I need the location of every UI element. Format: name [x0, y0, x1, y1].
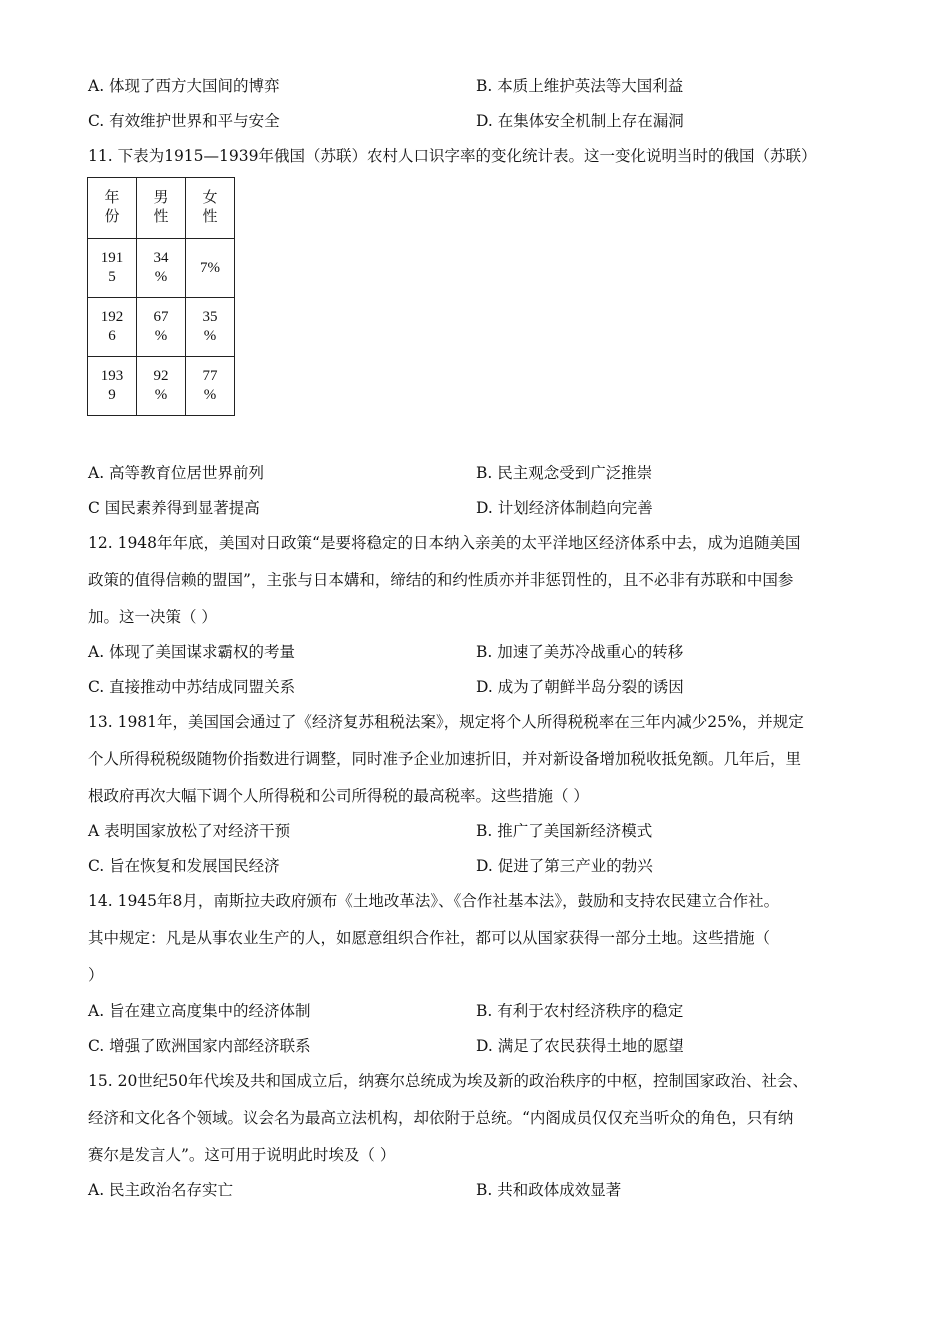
table-header-cell: 女 性 [186, 178, 235, 239]
table-row [88, 239, 235, 298]
table-cell: 34 % [137, 239, 186, 298]
q11-option-b[interactable]: B. 民主观念受到广泛推崇 [476, 464, 653, 482]
table-header-cell: 年 份 [88, 178, 137, 239]
q12-stem-line: 政策的值得信赖的盟国”，主张与日本媾和，缔结的和约性质亦并非惩罚性的，且不必非有苏联和中国参 [88, 571, 794, 589]
q14-stem-line: ） [88, 966, 104, 984]
q11-option-d[interactable]: D. 计划经济体制趋向完善 [476, 499, 653, 517]
table-cell: 193 9 [88, 357, 137, 416]
table-cell: 7% [186, 239, 235, 298]
table-cell: 192 6 [88, 298, 137, 357]
table-cell: 67 % [137, 298, 186, 357]
literacy-table [87, 177, 235, 416]
q14-option-c[interactable]: C. 增强了欧洲国家内部经济联系 [88, 1037, 311, 1055]
table-cell: 35 % [186, 298, 235, 357]
table-row [88, 357, 235, 416]
q12-option-a[interactable]: A. 体现了美国谋求霸权的考量 [88, 643, 296, 661]
q11-option-a[interactable]: A. 高等教育位居世界前列 [88, 464, 265, 482]
q13-stem-line: 13. 1981年，美国国会通过了《经济复苏租税法案》，规定将个人所得税税率在三年内减少25%，并规定 [88, 713, 804, 731]
q10-option-a[interactable]: A. 体现了西方大国间的博弈 [88, 77, 280, 95]
q13-option-c[interactable]: C. 旨在恢复和发展国民经济 [88, 857, 280, 875]
q15-stem-line: 经济和文化各个领域。议会名为最高立法机构，却依附于总统。“内阁成员仅仅充当听众的角色，只有纳 [88, 1109, 794, 1127]
q12-option-b[interactable]: B. 加速了美苏冷战重心的转移 [476, 643, 684, 661]
q12-option-d[interactable]: D. 成为了朝鲜半岛分裂的诱因 [476, 678, 684, 696]
q10-option-c[interactable]: C. 有效维护世界和平与安全 [88, 112, 280, 130]
q13-option-d[interactable]: D. 促进了第三产业的勃兴 [476, 857, 653, 875]
q13-option-b[interactable]: B. 推广了美国新经济模式 [476, 822, 653, 840]
table-cell: 77 % [186, 357, 235, 416]
q15-option-a[interactable]: A. 民主政治名存实亡 [88, 1181, 234, 1199]
q14-option-b[interactable]: B. 有利于农村经济秩序的稳定 [476, 1002, 684, 1020]
q15-option-b[interactable]: B. 共和政体成效显著 [476, 1181, 622, 1199]
table-cell: 92 % [137, 357, 186, 416]
table-header-cell: 男 性 [137, 178, 186, 239]
q14-stem-line: 14. 1945年8月，南斯拉夫政府颁布《土地改革法》、《合作社基本法》，鼓励和支持农民建立合作社。 [88, 892, 780, 910]
q12-stem-line: 12. 1948年年底，美国对日政策“是要将稳定的日本纳入亲美的太平洋地区经济体系中去，成为追随美国 [88, 534, 801, 552]
q13-option-a[interactable]: A 表明国家放松了对经济干预 [88, 822, 291, 840]
q14-stem-line: 其中规定：凡是从事农业生产的人，如愿意组织合作社，都可以从国家获得一部分土地。这些措施（ [88, 929, 771, 947]
q11-option-c[interactable]: C 国民素养得到显著提高 [88, 499, 260, 517]
table-header-row [88, 178, 235, 239]
q10-option-d[interactable]: D. 在集体安全机制上存在漏洞 [476, 112, 684, 130]
q10-option-b[interactable]: B. 本质上维护英法等大国利益 [476, 77, 684, 95]
q14-option-a[interactable]: A. 旨在建立高度集中的经济体制 [88, 1002, 311, 1020]
q13-stem-line: 根政府再次大幅下调个人所得税和公司所得税的最高税率。这些措施（ ） [88, 787, 589, 805]
q13-stem-line: 个人所得税税级随物价指数进行调整，同时准予企业加速折旧，并对新设备增加税收抵免额。几年后，里 [88, 750, 802, 768]
table-cell: 191 5 [88, 239, 137, 298]
table-row [88, 298, 235, 357]
q12-option-c[interactable]: C. 直接推动中苏结成同盟关系 [88, 678, 296, 696]
q15-stem-line: 赛尔是发言人”。这可用于说明此时埃及（ ） [88, 1146, 396, 1164]
q15-stem-line: 15. 20世纪50年代埃及共和国成立后，纳赛尔总统成为埃及新的政治秩序的中枢，控制国家政治、社会、 [88, 1072, 809, 1090]
q12-stem-line: 加。这一决策（ ） [88, 608, 217, 626]
q11-stem: 11. 下表为1915—1939年俄国（苏联）农村人口识字率的变化统计表。这一变化说明当时的俄国（苏联） [88, 147, 817, 165]
q14-option-d[interactable]: D. 满足了农民获得土地的愿望 [476, 1037, 684, 1055]
